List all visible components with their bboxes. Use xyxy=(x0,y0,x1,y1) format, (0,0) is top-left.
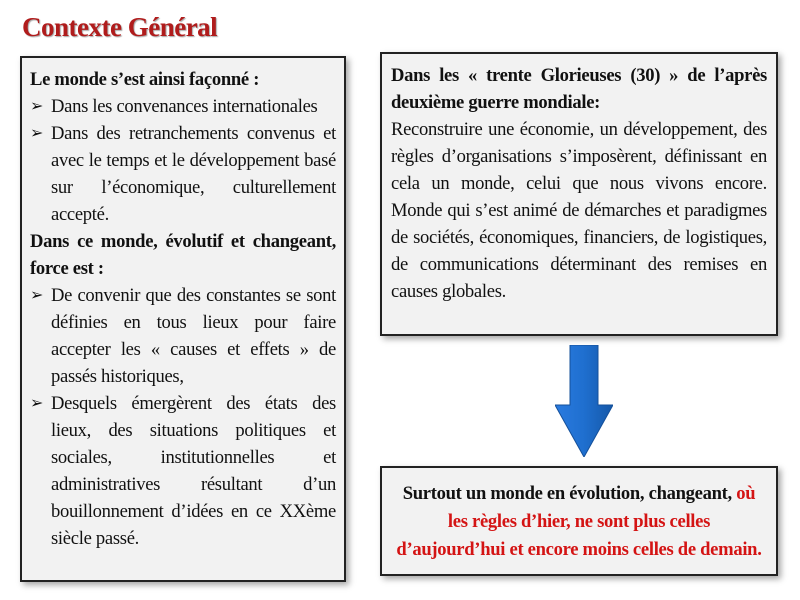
right-bottom-box xyxy=(380,466,778,576)
arrowhead-bullet-icon: ➢ xyxy=(30,287,44,304)
list-item-text: De convenir que des constantes se sont définies en tous lieux pour faire accepter les « causes et effets » de passés historiques, xyxy=(51,285,336,387)
arrowhead-bullet-icon: ➢ xyxy=(30,98,44,115)
list-item xyxy=(30,282,336,390)
left-heading-2: Dans ce monde, évolutif et changeant, force est : xyxy=(30,231,336,279)
down-arrow-icon xyxy=(555,345,613,457)
conclusion-highlight: où les règles d’hier, ne sont plus celles d’aujourd’hui et encore moins celles de demain. xyxy=(396,483,762,560)
right-top-heading: Dans les « trente Glorieuses (30) » de l’après deuxième guerre mondiale: xyxy=(391,65,767,113)
list-item xyxy=(30,120,336,228)
arrowhead-bullet-icon: ➢ xyxy=(30,395,44,412)
list-item-text: Desquels émergèrent des états des lieux, des situations politiques et sociales, institutionnelles et administratives résultant d’un bouillonnement d’idées en ce XXème siècle passé. xyxy=(51,393,336,549)
right-top-box xyxy=(380,52,778,336)
list-item-text: Dans les convenances internationales xyxy=(51,96,318,117)
list-item xyxy=(30,93,336,120)
list-item xyxy=(30,390,336,552)
right-top-body: Reconstruire une économie, un développement, des règles d’organisations s’imposèrent, définissant en cela un monde, celui que nous vivons encore. Monde qui s’est animé de démarches et paradigmes de sociétés, économiques, financiers, de logistiques, de communications déterminant des remises en causes globales. xyxy=(391,119,767,302)
list-item-text: Dans des retranchements convenus et avec le temps et le développement basé sur l’économique, culturellement accepté. xyxy=(51,123,336,225)
left-list-1 xyxy=(30,93,336,228)
left-context-box xyxy=(20,56,346,582)
left-heading-1: Le monde s’est ainsi façonné : xyxy=(30,69,260,90)
conclusion-text: Surtout un monde en évolution, changeant, xyxy=(402,483,737,504)
arrowhead-bullet-icon: ➢ xyxy=(30,125,44,142)
left-list-2 xyxy=(30,282,336,552)
page-title: Contexte Général xyxy=(22,12,218,42)
